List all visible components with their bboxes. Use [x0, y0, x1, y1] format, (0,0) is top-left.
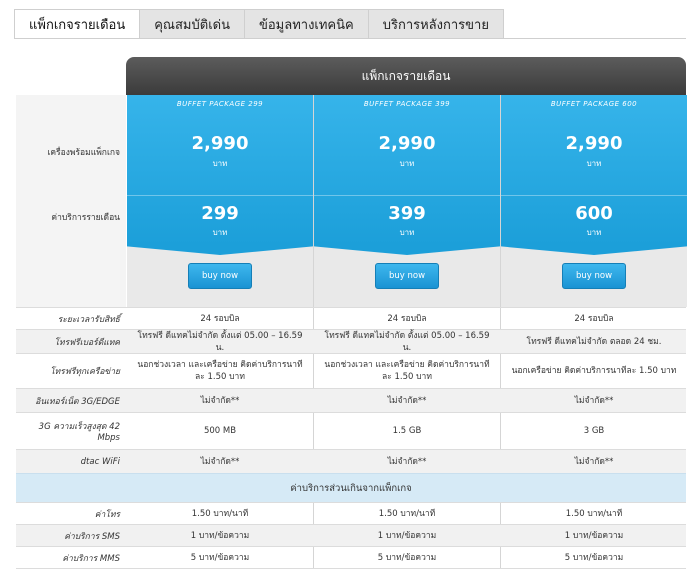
- row-cell: ไม่จำกัด**: [574, 456, 614, 467]
- buy-now-button[interactable]: buy now: [562, 263, 626, 289]
- buy-zone: [501, 245, 687, 307]
- row-cell: 3 GB: [583, 426, 605, 436]
- row-label: ค่าโทร: [94, 509, 120, 520]
- row-cell: นอกช่วงเวลา และเครือข่าย คิดค่าบริการนาทีละ 1.50 บาท: [137, 360, 303, 382]
- monthly-price-unit: บาท: [399, 228, 415, 237]
- divider: [127, 195, 313, 196]
- buy-zone: [127, 245, 313, 307]
- plan-name: BUFFET PACKAGE 399: [363, 100, 451, 108]
- row-cell: ไม่จำกัด**: [387, 456, 427, 467]
- plan-name: BUFFET PACKAGE 600: [550, 100, 638, 108]
- table-row: [16, 449, 686, 473]
- row-cell: 1 บาท/ข้อความ: [564, 530, 624, 541]
- row-label: ค่าบริการ SMS: [64, 531, 120, 542]
- divider: [314, 195, 500, 196]
- plan-card: [501, 95, 687, 245]
- table-row: [16, 412, 686, 449]
- row-cell: นอกเครือข่าย คิดค่าบริการนาทีละ 1.50 บาท: [511, 366, 677, 376]
- plan-name: BUFFET PACKAGE 299: [176, 100, 264, 108]
- row-cell: โทรฟรี ดีแทคไม่จำกัด ตั้งแต่ 05.00 – 16.59 น.: [137, 330, 303, 353]
- tab-divider: [14, 38, 686, 39]
- row-label: อินเทอร์เน็ต 3G/EDGE: [35, 396, 120, 407]
- tab-features[interactable]: คุณสมบัติเด่น: [140, 9, 245, 39]
- table-row: [16, 329, 686, 353]
- row-cell: โทรฟรี ดีแทคไม่จำกัด ตั้งแต่ 05.00 – 16.59 น.: [324, 330, 490, 353]
- extra-charges-header: ค่าบริการส่วนเกินจากแพ็กเกจ: [16, 473, 686, 502]
- table-row: [16, 353, 686, 388]
- monthly-price: 399: [388, 203, 426, 224]
- row-cell: 1.5 GB: [392, 426, 422, 436]
- row-label: ระยะเวลารับสิทธิ์: [57, 314, 120, 325]
- table-header: แพ็กเกจรายเดือน: [126, 57, 686, 95]
- device-price-unit: บาท: [399, 159, 415, 168]
- row-cell: โทรฟรี ดีแทคไม่จำกัด ตลอด 24 ชม.: [526, 336, 662, 347]
- device-price-unit: บาท: [586, 159, 602, 168]
- tab-after-sales[interactable]: บริการหลังการขาย: [369, 9, 504, 39]
- device-label: เครื่องพร้อมแพ็กเกจ: [47, 148, 120, 158]
- row-cell: 24 รอบบิล: [574, 313, 614, 324]
- buy-now-button[interactable]: buy now: [188, 263, 252, 289]
- row-cell: ไม่จำกัด**: [574, 395, 614, 406]
- monthly-price-unit: บาท: [212, 228, 228, 237]
- monthly-price: 299: [201, 203, 239, 224]
- row-cell: ไม่จำกัด**: [200, 395, 240, 406]
- row-cell: 500 MB: [203, 426, 237, 436]
- row-cell: 5 บาท/ข้อความ: [190, 552, 250, 563]
- row-cell: 1.50 บาท/นาที: [191, 508, 249, 519]
- divider: [501, 195, 687, 196]
- row-cell: 5 บาท/ข้อความ: [377, 552, 437, 563]
- monthly-price: 600: [575, 203, 613, 224]
- pointer-arrow: [501, 245, 687, 255]
- row-cell: ไม่จำกัด**: [387, 395, 427, 406]
- row-cell: 1.50 บาท/นาที: [565, 508, 623, 519]
- row-label: โทรฟรีทุกเครือข่าย: [50, 367, 120, 377]
- device-price-unit: บาท: [212, 159, 228, 168]
- buy-now-button[interactable]: buy now: [375, 263, 439, 289]
- table-row: [16, 524, 686, 546]
- buy-zone: [314, 245, 500, 307]
- table-row: [16, 388, 686, 412]
- table-row: [16, 307, 686, 329]
- plan-card: [314, 95, 500, 245]
- table-row: [16, 546, 686, 569]
- row-label: โทรฟรีเบอร์ดีแทค: [54, 337, 120, 348]
- row-label: 3G ความเร็วสูงสุด 42 Mbps: [38, 422, 120, 443]
- tab-tech-specs[interactable]: ข้อมูลทางเทคนิค: [245, 9, 369, 39]
- device-price: 2,990: [565, 133, 623, 154]
- row-label: ค่าบริการ MMS: [62, 553, 120, 564]
- pointer-arrow: [127, 245, 313, 255]
- row-cell: 24 รอบบิล: [387, 313, 427, 324]
- monthly-label: ค่าบริการรายเดือน: [51, 213, 120, 223]
- tab-bar: [14, 9, 504, 39]
- device-price: 2,990: [191, 133, 249, 154]
- device-price: 2,990: [378, 133, 436, 154]
- row-cell: 5 บาท/ข้อความ: [564, 552, 624, 563]
- table-row: [16, 502, 686, 524]
- row-cell: 24 รอบบิล: [200, 313, 240, 324]
- tab-monthly-package[interactable]: แพ็กเกจรายเดือน: [14, 9, 140, 39]
- row-cell: 1 บาท/ข้อความ: [190, 530, 250, 541]
- label-column: [16, 95, 126, 307]
- row-label: dtac WiFi: [80, 456, 120, 467]
- plan-card: [127, 95, 313, 245]
- pointer-arrow: [314, 245, 500, 255]
- row-cell: 1.50 บาท/นาที: [378, 508, 436, 519]
- row-cell: ไม่จำกัด**: [200, 456, 240, 467]
- row-cell: 1 บาท/ข้อความ: [377, 530, 437, 541]
- monthly-price-unit: บาท: [586, 228, 602, 237]
- row-cell: นอกช่วงเวลา และเครือข่าย คิดค่าบริการนาทีละ 1.50 บาท: [324, 360, 490, 382]
